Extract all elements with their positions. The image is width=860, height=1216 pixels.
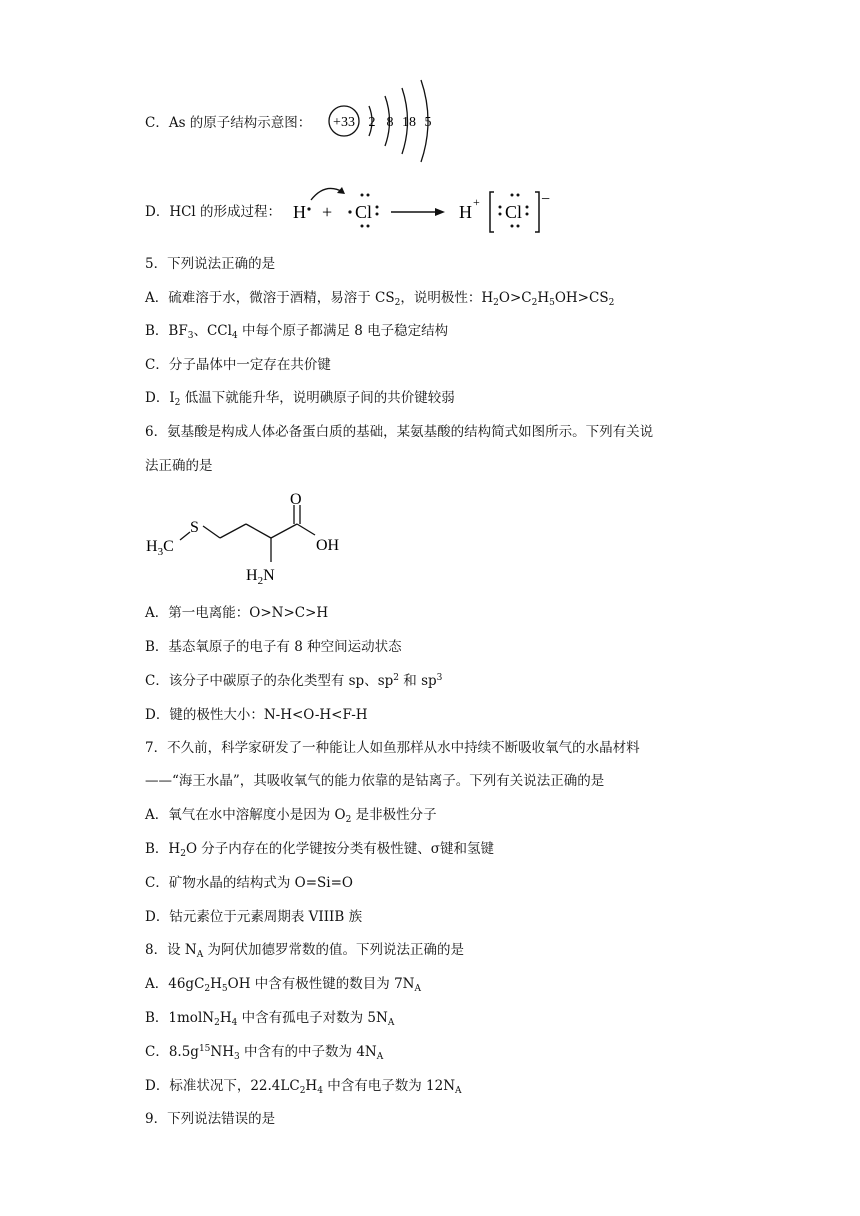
shell-count-2: 8 [386,115,394,130]
hydroxyl-group: OH [316,537,340,554]
option-6b: B．基态氧原子的电子有 8 种空间运动状态 [145,639,402,655]
h-atom: H [293,202,306,222]
shell-count-1: 2 [368,115,376,130]
option-6c: C．该分子中碳原子的杂化类型有 sp、$sp^2$ 和 $sp^3$ [145,673,443,689]
option-5a: A．硫难溶于水，微溶于酒精，易溶于 $CS_2$，说明极性：$H_2O>C_2H_5OH>CS_2$ [145,290,615,308]
option-7b: B．$H_2O$ 分子内存在的化学键按分类有极性键、σ键和氢键 [145,841,495,859]
option-7d: D．钴元素位于元素周期表 VIIIB 族 [145,909,363,925]
option-8c: C．$8.5g^{15}NH_3$ 中含有的中子数为 $4N_A$ [145,1044,384,1062]
chloride-ion: Cl [505,202,523,222]
option-5c: C．分子晶体中一定存在共价键 [145,357,331,373]
option-8a: A．$46gC_2H_5OH$ 中含有极性键的数目为 $7N_A$ [145,976,421,994]
option-8d: D．标准状况下，$22.4LC_2H_4$ 中含有电子数为 $12N_A$ [145,1078,462,1096]
option-6a: A．第一电离能：O>N>C>H [145,605,329,621]
option-6d: D．键的极性大小：N-H<O-H<F-H [145,707,368,723]
nucleus-charge: +33 [333,115,355,130]
question-7-line-2: ——“海王水晶”，其吸收氧气的能力依靠的是钴离子。下列有关说法正确的是 [145,773,605,789]
option-4c: C．As 的原子结构示意图： [145,115,312,131]
chloride-ion-charge: − [541,191,551,208]
question-6-line-1: 6．氨基酸是构成人体必备蛋白质的基础，某氨基酸的结构简式如图所示。下列有关说 [145,424,654,440]
carbonyl-oxygen: O [290,491,302,508]
question-6-line-2: 法正确的是 [145,458,213,474]
amino-acid-structure [140,488,360,590]
option-4d: D．HCl 的形成过程： [145,204,282,220]
plus-sign: + [322,202,333,222]
shell-count-3: 18 [402,115,416,130]
shell-count-4: 5 [424,115,432,130]
svg-text:H3C: $H_3C$ [146,538,174,558]
question-5: 5．下列说法正确的是 [145,256,276,272]
option-7c: C．矿物水晶的结构式为 O=Si=O [145,875,353,891]
question-8: 8．设 $N_A$ 为阿伏加德罗常数的值。下列说法正确的是 [145,942,464,960]
svg-text:H2N: $H_2N$ [246,567,275,587]
question-9: 9．下列说法错误的是 [145,1111,276,1127]
as-atomic-structure-diagram [325,76,440,166]
option-5b: B．$BF_3$、CCl$_4$ 中每个原子都满足 8 电子稳定结构 [145,323,449,341]
electron-transfer-arrow [311,188,343,200]
sulfur-atom: S [190,519,199,536]
cl-atom: Cl [355,202,373,222]
option-7a: A．氧气在水中溶解度小是因为 $O_2$ 是非极性分子 [145,807,437,825]
question-7-line-1: 7．不久前，科学家研发了一种能让人如鱼那样从水中持续不断吸收氧气的水晶材料 [145,740,640,756]
option-8b: B．$1molN_2H_4$ 中含有孤电子对数为 $5N_A$ [145,1010,395,1028]
h-ion-charge: + [473,195,480,209]
hcl-formation-diagram [285,182,565,240]
h-ion: H [459,202,472,222]
option-5d: D．$I_2$ 低温下就能升华，说明碘原子间的共价键较弱 [145,390,455,408]
